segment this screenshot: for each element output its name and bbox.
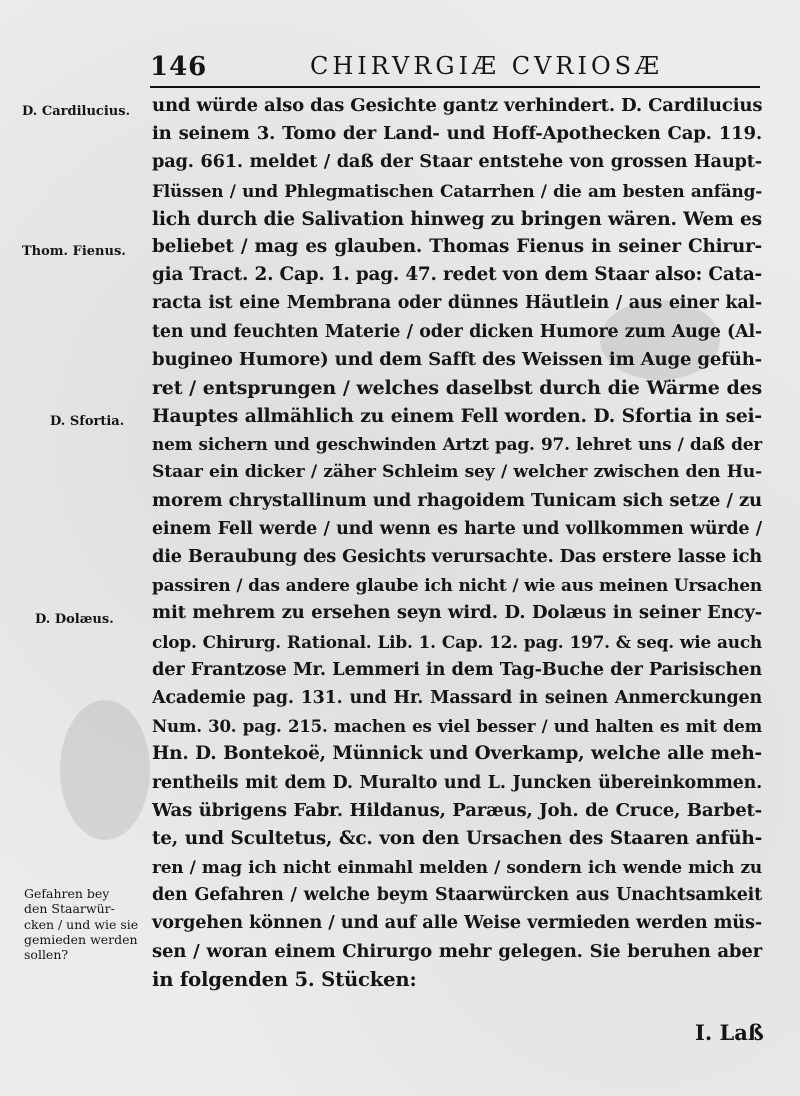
text-line: pag. 661. meldet / daß der Staar entstehe von grossen Haupt- [152, 151, 762, 173]
text-line: vorgehen können / und auf alle Weise vermieden werden müs- [152, 912, 762, 934]
text-line: Hauptes allmählich zu einem Fell worden. D. Sfortia in sei- [152, 405, 762, 428]
margin-note-cardilucius: D. Cardilucius. [22, 104, 131, 119]
margin-note-fienus: Thom. Fienus. [22, 244, 126, 259]
text-line: racta ist eine Membrana oder dünnes Häutlein / aus einer kal- [152, 293, 762, 314]
text-line: den Gefahren / welche beym Staarwürcken aus Unachtsamkeit [152, 885, 762, 906]
text-line: rentheils mit dem D. Muralto und L. Juncken übereinkommen. [152, 772, 762, 793]
text-line: Academie pag. 131. und Hr. Massard in seinen Anmerckungen [152, 687, 762, 708]
text-line: morem chrystallinum und rhagoidem Tunicam sich setze / zu [152, 489, 762, 511]
text-line: und würde also das Gesichte gantz verhindert. D. Cardilucius [152, 95, 763, 116]
text-line: Flüssen / und Phlegmatischen Catarrhen / die am besten anfäng- [152, 180, 762, 201]
header-rule [150, 86, 760, 88]
margin-note-sfortia: D. Sfortia. [50, 414, 125, 429]
page-number: 146 [150, 52, 208, 82]
margin-note-line: sollen? [24, 947, 69, 963]
text-line: mit mehrem zu ersehen seyn wird. D. Dolæus in seiner Ency- [152, 602, 762, 624]
body-text [152, 92, 762, 994]
margin-note-gefahren [24, 886, 138, 962]
text-line: Staar ein dicker / zäher Schleim sey / welcher zwischen den Hu- [152, 462, 762, 483]
text-line: ret / entsprungen / welches daselbst durch die Wärme des [152, 376, 762, 399]
text-line: ten und feuchten Materie / oder dicken Humore zum Auge (Al- [152, 321, 762, 342]
text-line: passiren / das andere glaube ich nicht / wie aus meinen Ursachen [152, 575, 762, 596]
text-line: te, und Scultetus, &c. von den Ursachen des Staaren anfüh- [152, 827, 762, 849]
text-line: clop. Chirurg. Rational. Lib. 1. Cap. 12. pag. 197. & seq. wie auch [152, 631, 762, 652]
text-line: nem sichern und geschwinden Artzt pag. 97. lehret uns / daß der [152, 434, 762, 455]
running-head: CHIRVRGIÆ CVRIOSÆ [310, 52, 664, 80]
margin-note-line: Gefahren bey [24, 886, 110, 901]
text-line: bugineo Humore) und dem Safft des Weissen im Auge gefüh- [152, 348, 762, 370]
text-line: ren / mag ich nicht einmahl melden / sondern ich wende mich zu [152, 857, 762, 878]
text-line: einem Fell werde / und wenn es harte und vollkommen würde / [152, 518, 762, 539]
margin-note-dolaeus: D. Dolæus. [35, 612, 114, 627]
text-line: der Frantzose Mr. Lemmeri in dem Tag-Buche der Parisischen [152, 658, 762, 680]
margin-note-line: den Staarwür- [24, 901, 115, 917]
text-line: in folgenden 5. Stücken: [152, 967, 417, 991]
margin-note-line: gemieden werden [24, 931, 138, 947]
paper-stain [60, 700, 150, 840]
text-line: Was übrigens Fabr. Hildanus, Paræus, Joh. de Cruce, Barbet- [152, 799, 762, 821]
catchword: I. Laß [695, 1020, 764, 1045]
text-line: Num. 30. pag. 215. machen es viel besser / und halten es mit dem [152, 716, 762, 737]
text-line: gia Tract. 2. Cap. 1. pag. 47. redet von dem Staar also: Cata- [152, 264, 762, 286]
text-line: Hn. D. Bontekoë, Münnick und Overkamp, welche alle meh- [152, 743, 762, 765]
text-line: sen / woran einem Chirurgo mehr gelegen. Sie beruhen aber [152, 940, 762, 962]
text-line: die Beraubung des Gesichts verursachte. Das erstere lasse ich [152, 546, 762, 567]
margin-note-line: cken / und wie sie [24, 916, 139, 932]
text-line: lich durch die Salivation hinweg zu bringen wären. Wem es [152, 207, 762, 230]
text-line: in seinem 3. Tomo der Land- und Hoff-Apothecken Cap. 119. [152, 123, 762, 145]
text-line: beliebet / mag es glauben. Thomas Fienus in seiner Chirur- [152, 235, 762, 257]
